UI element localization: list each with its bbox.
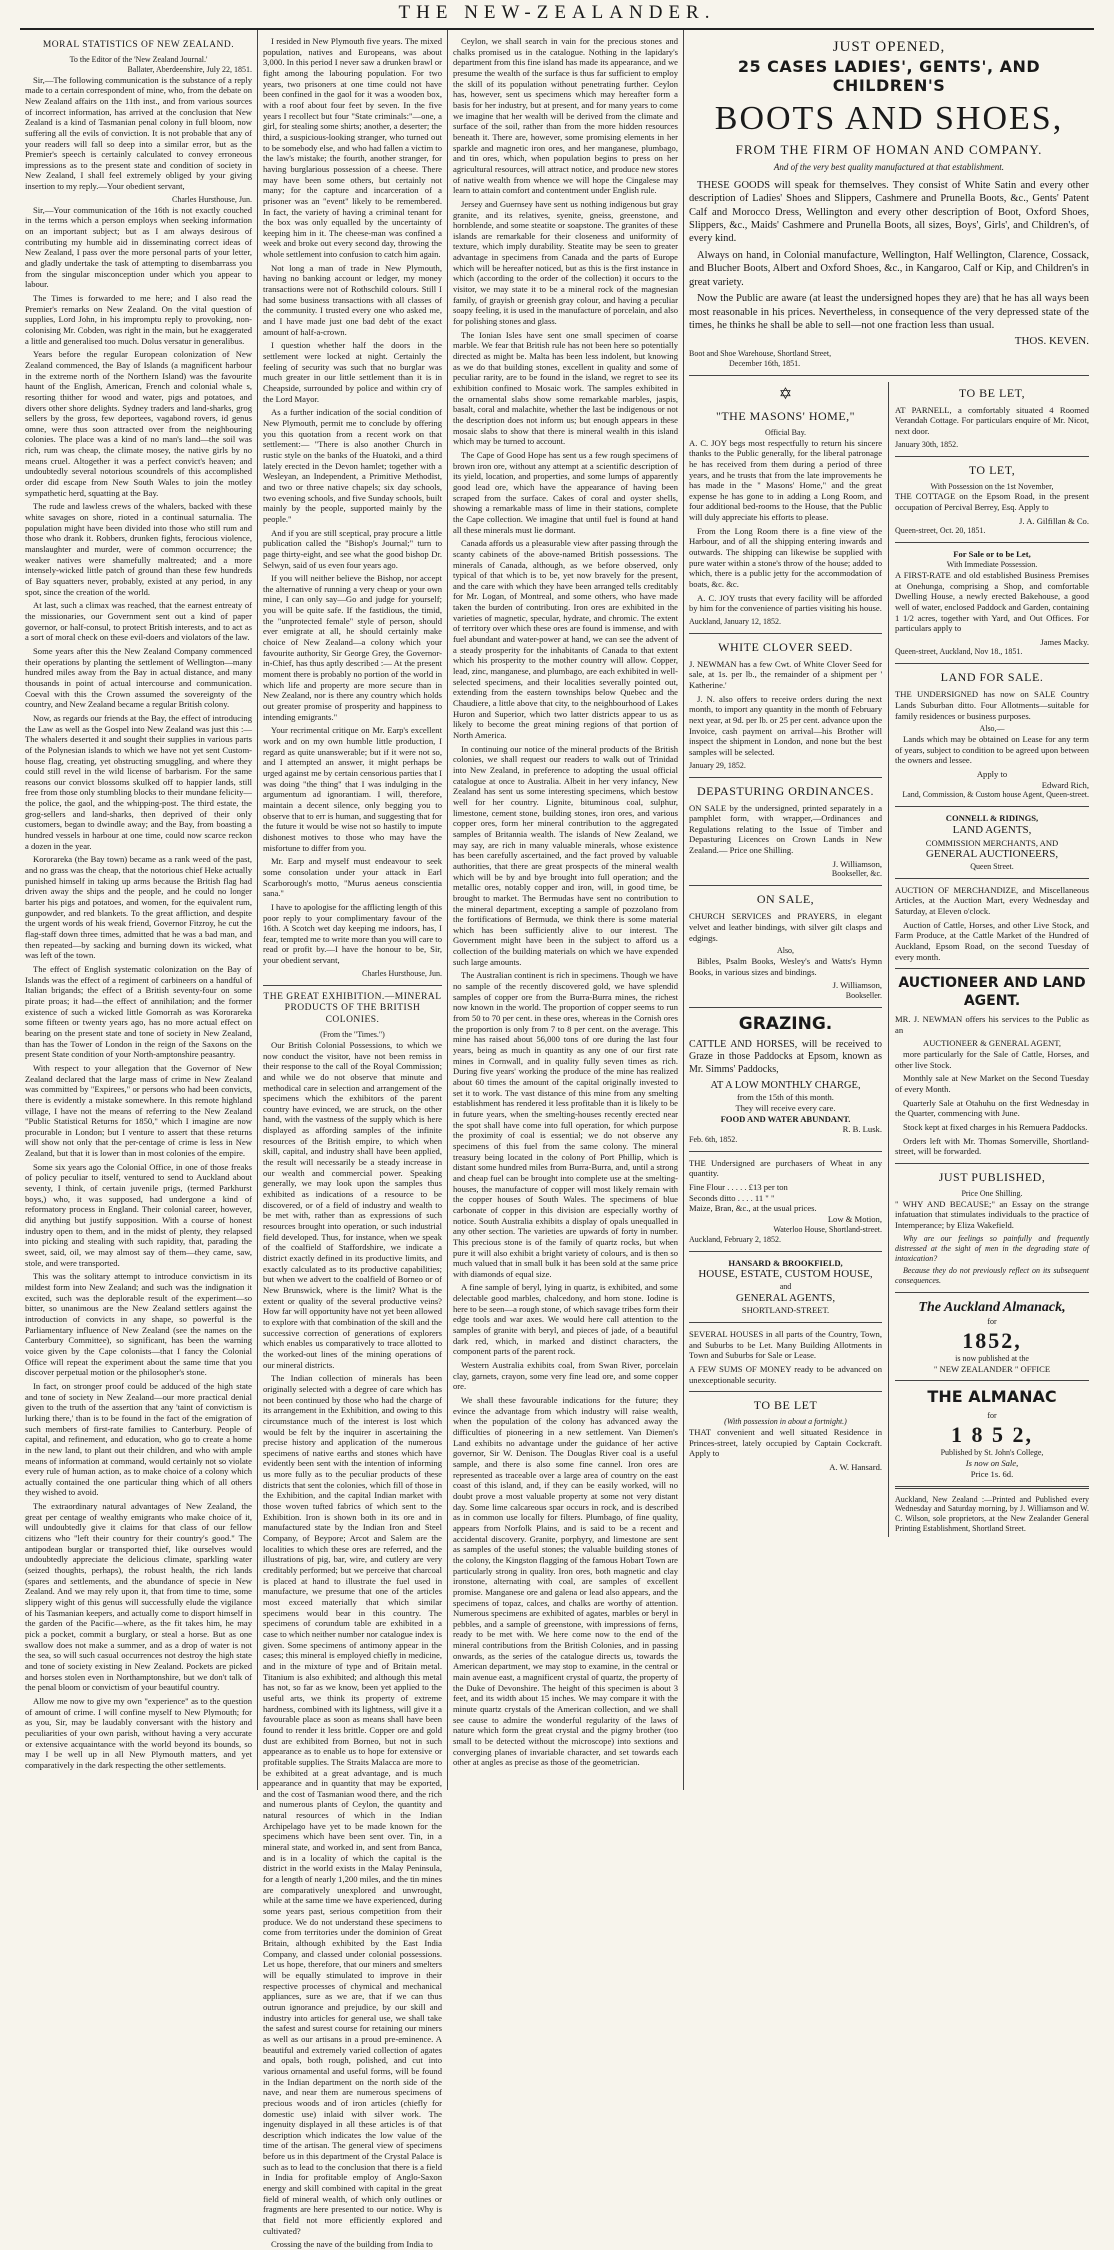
almanac2-year: 1 8 5 2, bbox=[951, 1422, 1033, 1448]
paragraph: I resided in New Plymouth five years. The mixed population, natives and Europeans, was about 3,000. In this period I never saw a drunken brawl or fight among the labouring population. For two years, two prisoners at one time could not have been confined in the gaol for it was a wooden box, with a roof about four feet by seven. In the five years I recollect but four "State criminals:"—one, a girl, for stealing some shirts; another, a deserter; the third, a suspicious-looking stranger, who turned out to be somebody else, and who had fallen a victim to the law's mistake; the fourth, another stranger, for having burglarious possession of a cheese. There may have been some others, but certainly not many; for the capture and incarceration of a prisoner was an "event" likely to be remembered. In fact, the variety of having a criminal tenant for the box was only equalled by the uncertainty of keeping him in it. The cheese-man was confined a week and broke out every second day, throwing the whole settlement into confusion to catch him again. bbox=[263, 36, 442, 260]
pub-title: JUST PUBLISHED, bbox=[938, 1169, 1046, 1184]
land-title: LAND FOR SALE. bbox=[940, 670, 1044, 685]
paragraph: Some six years ago the Colonial Office, in one of those freaks of policy peculiar to itself, ventured to send to Auckland about seventy, I think, of certain juvenile prigs, (termed Parkhurst boys,) who, it was supposed, had undergone a kind of reformatory process in England. Their colonial career, however, did anything but justify supposition. With a course of honest industry open to them, and in the midst of plenty, they relapsed into picking and stealing with such rapidity, that, parading the sweet, said, oil, we may almost say of them—they came, saw, stole, and were transported. bbox=[25, 1161, 252, 1268]
grazing-care: They will receive every care. bbox=[735, 1102, 836, 1113]
newman-body6: Orders left with Mr. Thomas Somerville, Shortland-street, will be forwarded. bbox=[895, 1135, 1089, 1157]
pub-quote2: Because they do not previously reflect on its subsequent consequences. bbox=[895, 1266, 1089, 1286]
hansard-firm: HANSARD & BROOKFIELD, bbox=[728, 1257, 843, 1268]
hansard-body2: A FEW SUMS OF MONEY ready to be advanced on unexceptionable security. bbox=[689, 1363, 883, 1385]
paragraph: We shall these favourable indications for the future; they evince the advantage from which industry will raise wealth, when the population of the colony has advanced away the difficulties of pioneering in a new settlement. Van Diemen's Land exhibits no advantage under the guidance of her active governor, Sir W. Denison. The Douglas River coal is a useful sample, and there is also some fine cannel. Iron ores are represented as traceable over a large area of country on the east coast of this island, and, if they can be easily worked, will no doubt prove a most valuable property at some not very distant day. Some lime calcareous spar occurs in rock, and is described as in common use locally for filters. Plumbago, of fine quality, appears from Norfolk Plains, and is said to be a recent and accidental discovery. Granite, porphyry, and limestone are sent as samples of the useful stones; the valuable building stones of the colony, the Kingston flagging of the famous Hobart Town are particularly strong in quality. Iron ores, both magnetic and clay ironstone, alternating with coal, are samples of excellent promise. Manganese ore and galena or lead also appears, and the specimens of topaz, calces, and chalks are worthy of attention. Numerous specimens are exhibited of agates, marbles or beryl in pebbles, and a sample of greenstone, with impressions of ferns, ready to be met with. We here come now to the end of the mineral contributions from the British Colonies, and in passing onwards, as the series of the catalogue directs us, towards the American department, we may stop to examine, in the central or main avenue east, a magnificent crystal of quartz, the property of the Duke of Devonshire. The height of this specimen is about 3 feet, and its width about 15 inches. We may compare it with the minute quartz crystals of the American collection, and we shall see cause to admire the wonderful regularity of the laws of nature which form the great crystal and the pigmy brother (too small to be detected without the microscope) into sextions and converging planes of invariable character, and set towards each other at angles as precise as those of the geometrician. bbox=[453, 1395, 678, 1768]
almanack-office: " NEW ZEALANDER " OFFICE bbox=[933, 1363, 1051, 1374]
paragraph: Now, as regards our friends at the Bay, the effect of introducing the Law as well as the Gospel into New Zealand was just this :—The whalers deserted it and sought their supplies in various parts of the Polynesian islands to which we have not yet sent Custom-house flag, creating, yet obstructing smuggling, and where they could still revel in the wild license of barbarism. For the same reasons our convict blossoms skulked off to happier lands, still free from those only stumbling blocks to their mundane felicity—the police, the gaol, and the whipping-post. The third estate, the grog-sellers and land-sharks, then deprived of their only customers, began to dwindle away; and the Bay, from boasting a hundred vessels in harbour at one time, could now scarce reckon a dozen in the year. bbox=[25, 712, 252, 851]
imprint: Auckland, New Zealand :—Printed and Published every Wednesday and Saturday morning, by J. Williamson and W. C. Wilson, sole proprietors, at the New Zealander General Printing Establishment, Shortland Street. bbox=[895, 1494, 1089, 1534]
clover-title: WHITE CLOVER SEED. bbox=[718, 639, 853, 654]
tolet-title: TO BE LET bbox=[753, 1398, 818, 1413]
hansard-body: SEVERAL HOUSES in all parts of the Country, Town, and Suburbs to be Let. Many Building Allotments in Town and Suburbs for Sale or Lease. bbox=[689, 1328, 883, 1361]
column-1 bbox=[20, 30, 258, 1790]
paragraph: Sir,—The following communication is the substance of a reply made to a certain correspondent of mine, who, from the debate on New Zealand affairs on the 11th inst., and from various sources of incorrect information, has arrived at the conclusion that New Zealand is a kind of Tasmanian penal colony in full bloom, now suffering all the evils of conviction. It is not probable that any of your readers will fall so deep into a similar error, but as the Premier's speech is certainly calculated to convey erroneous impressions as to the present state and condition of society in New Zealand, I shall feel extremely obliged by your giving insertion to my reply.—Your obedient servant, bbox=[25, 74, 252, 192]
almanac2-for: for bbox=[987, 1411, 997, 1421]
paragraph: Some years after this the New Zealand Company commenced their operations by planting the settlement of Wellington—many hundred miles away from the Bay in actual distance, and many thousands in point of actual intercourse and communication. Coeval with this the Crown assumed the sovereignty of the country, and New Zealand became a regular British colony. bbox=[25, 645, 252, 710]
paragraph: I question whether half the doors in the settlement were locked at night. Certainly the feeling of security was such that no burglar was much greater in our little settlement than it is in Cheapside, surrounded by police and within cry of the Lord Mayor. bbox=[263, 340, 442, 404]
depasturing-signer2: Bookseller, &c. bbox=[831, 869, 883, 879]
ad-boots-line1: JUST OPENED, bbox=[832, 39, 946, 55]
divider bbox=[895, 1292, 1089, 1293]
grazing-date: Feb. 6th, 1852. bbox=[689, 1134, 738, 1144]
masons-home-body2: From the Long Room there is a fine view of the Harbour, and of all the shipping entering inwards and outwards. The shipping can likewise be supplied with pure water within a stone's throw of the house; added to which, there is a public jetty for the accommodation of boats, &c. &c. bbox=[689, 525, 883, 590]
paragraph: With respect to your allegation that the Governor of New Zealand declared that the large mass of crime in New Zealand was committed by "Expirees," or persons who had been convicts, there is evidently a mistake somewhere. In this remote highland village, I have not the means of referring to the New Zealand "Public Statistical Returns for 1850," which I imagine are now procurable in London; but I venture to assert that these returns will show not only that the per-centage of crime is less in New Zealand, but that it is lower than in most colonies of the empire. bbox=[25, 1062, 252, 1159]
paragraph: Your recrimental critique on Mr. Earp's excellent work and on my own humble little production, I regard as quite unanswerable; but if it were not so, and I attempted an answer, it might perhaps be urged against me by certain censorious parties that I was doing "the thing" that I was indulging in the argumentum ad ignorantiam. I will, therefore, maintain a decent silence, only begging you to observe that to err is human, and suggesting that for the future it would be wise not so hastily to impute dishonest motives to those who may have the misfortune to differ from you. bbox=[263, 725, 442, 853]
flour-line: Maize, Bran, &c., at the usual prices. bbox=[689, 1203, 817, 1214]
let2-signer: J. A. Gilfillan & Co. bbox=[1019, 515, 1089, 526]
newman-body2: more particularly for the Sale of Cattle, Horses, and other live Stock. bbox=[895, 1049, 1089, 1070]
onsale-signer: J. Williamson, bbox=[832, 980, 883, 991]
letter-to: To the Editor of the 'New Zealand Journal.' bbox=[69, 54, 208, 64]
paragraph: Years before the regular European colonization of New Zealand commenced, the Bay of Islands (a magnificent harbour in the extreme north of the Northern Island) was the favourite haunt of the English, American, French and colonial whale s, resorting thither for wood and water, pigs and potatoes, and divers other shore delights. Sydney traders and land-sharks, grog sellers by the gross, few deportees, vagabond rovers, id genus omne, were thus soon attracted over from the neighbouring colonies. The place was a kind of no man's land—the soil was rich, rum was cheap, the climate mosey, the native girls by no means cruel. Altogether it was a perfect convict's heaven; and undoubtedly several notorious scoundrels of this accomplished order did escape from New South Wales to join the motley sympathetic herd, squatting at the Bay. bbox=[25, 349, 252, 498]
let2-sub: With Possession on the 1st November, bbox=[930, 481, 1054, 491]
newman-title: AUCTIONEER AND LAND AGENT. bbox=[898, 975, 1086, 1009]
let2-date: Queen-street, Oct. 20, 1851. bbox=[895, 526, 986, 536]
hansard-and: and bbox=[779, 1281, 792, 1291]
flour-house: Waterloo House, Shortland-street. bbox=[773, 1224, 883, 1234]
masons-home-date: Auckland, January 12, 1852. bbox=[689, 617, 781, 627]
columns bbox=[20, 30, 1094, 2250]
masons-home-body: A. C. JOY begs most respectfully to return his sincere thanks to the Public generally, for the liberal patronage he has received from them during a period of three years, and he trusts that from the late improvements he has made in the " Masons' Home," and the great expense he has gone to in adding a Long Room, and four additional bed-rooms to the House, that the Public will duly appreciate his efforts to please. bbox=[689, 437, 883, 523]
let1-title: TO BE LET, bbox=[958, 385, 1026, 400]
tolet-signer: A. W. Hansard. bbox=[829, 1462, 883, 1473]
column-3 bbox=[448, 30, 684, 1790]
paragraph: The rude and lawless crews of the whalers, backed with these white savages on shore, rioted in a continual saturnalia. The population might have been divided into those who still rum and those who drank it. Robbers, drunken fights, ferocious violence, manslaughter and murder, were of common occurrence; the weaker natives were shamefully maltreated; and a more intensely-wicked little patch of ground than these few hundreds of Bay squatters never, probably, existed at any period, in any spot, since the creation of the world. bbox=[25, 501, 252, 597]
newman-body5: Stock kept at fixed charges in his Remuera Paddocks. bbox=[903, 1122, 1088, 1133]
paragraph: The extraordinary natural advantages of New Zealand, the great per centage of wealthy emigrants who make choice of it, will undoubtedly give it claims for that class of our fellow citizens who "left their country for their country's good." The antipodean burglar or transported thief, like ourselves would undoubtedly appreciate the delicious climate, sparkling water (seized thoughts, perhaps), the robust health, the rich lands (spares and settlements, and the abundance of specie in New Zealand. And we may rely upon it, that from time to time, some slippery wight of this genus will successfully elude the vigilance of his Tasmanian keepers, and actually come to disport himself in the garden of the Pacific—where, as the fit takes him, he may pick a pocket, commit a burglary, or steal a horse. But as one swallow does not make a summer, and as a drop of water is not the sea, so will such casual occurrences not destroy the high state and tone of society existing in New Zealand. Pockets are picked and horses stolen even in Northamptonshire, but we don't talk of the penal bloom or convictism of your beautiful country. bbox=[25, 1501, 252, 1693]
divider bbox=[895, 878, 1089, 879]
paragraph: And if you are still sceptical, pray procure a little publication called the "Bishop's Journal;" turn to page thirty-eight, and see what the good bishop Dr. Selwyn, said of us even four years ago. bbox=[263, 527, 442, 570]
grazing-signer: R. B. Lusk. bbox=[842, 1124, 883, 1135]
ad-boots-line4: FROM THE FIRM OF HOMAN AND COMPANY. bbox=[735, 142, 1043, 158]
clover-date: January 29, 1852. bbox=[689, 760, 746, 770]
pub-body: " WHY AND BECAUSE;" an Essay on the strange infatuation that stimulates individuals to the practice of Intemperance; by Eliza Wakefield. bbox=[895, 1198, 1089, 1231]
paragraph: In continuing our notice of the mineral products of the British colonies, we shall request our readers to walk out of Trinidad into New Zealand, in preference to adopting the usual official catalogue at once to Australia. Albeit in her very infancy, New Zealand has sent us some interesting specimens, which bestow well for her country. Lignite, bituminous coal, sulphur, limestone, cement stone, building stones, iron ores, and various copper ores, form her mineral contribution to the aggregated samples of Britannia wealth. The islands of New Zealand, we may say, are rich in many valuable minerals, whose existence has been carefully ascertained, and the fact proved by valuable authorities, that there are great prospects of the mineral wealth which will be by and bye brought into full operation; and the metallic ores, notably copper and iron, will, in good time, be brought to market. The Bermudas have sent no contribution to the mineral department, excepting a sample of pozzolano from the fortifications of Bermuda, we think there is some material which has been sufficiently alive to our interest. The Government might have been in the subject to afford us a collection of the building materials on which we have expended such large amounts. bbox=[453, 743, 678, 967]
hansard-line1: HOUSE, ESTATE, CUSTOM HOUSE, bbox=[698, 1268, 873, 1281]
clover-body: J. NEWMAN has a few Cwt. of White Clover Seed for sale, at 1s. per lb., the remainder of a shipment per ' Katherine.' bbox=[689, 658, 883, 691]
paragraph: A fine sample of beryl, lying in quartz, is exhibited, and some delectable good marbles, chalcedony, and horn stone. Iodine is here to be seen—a rough stone, of which savage tribes form their edge tools and war axes. We would here call attention to the samples of granite with beryl, and pieces of jade, of a beautiful dark red, which, in marked and distinct characters, the component parts of the parent rock. bbox=[453, 1282, 678, 1357]
let2-body: THE COTTAGE on the Epsom Road, in the present occupation of Percival Berrey, Esq. Apply to bbox=[895, 491, 1089, 513]
column-2 bbox=[258, 30, 448, 2250]
grazing-food: FOOD AND WATER ABUNDANT. bbox=[720, 1113, 851, 1124]
newspaper-page bbox=[20, 0, 1094, 2250]
ad-boots-body3: Now the Public are aware (at least the undersigned hopes they are) that he has all ways been most reasonable in his prices. Nevertheless, in consequence of the very depressed state of the times, he thinks he shall be able to sell—not one fraction less than usual. bbox=[689, 293, 1089, 332]
almanac2-price: Price 1s. 6d. bbox=[970, 1468, 1014, 1479]
letter-dateline: Ballater, Aberdeenshire, July 22, 1851. bbox=[127, 64, 252, 74]
divider bbox=[895, 456, 1089, 457]
sale-signer: James Macky. bbox=[1040, 636, 1089, 647]
connell-line2: COMMISSION MERCHANTS, AND bbox=[925, 837, 1059, 848]
paragraph: Not long a man of trade in New Plymouth, having no banking account or ledger, my money transactions were not of Rothschild colours. Still I had some business transactions with all classes of the community. I trusted every one who asked me, and I have made just one bad debt of the exact amount of half-a-crown. bbox=[263, 262, 442, 337]
ads-left-column bbox=[689, 382, 889, 1537]
land-body: THE UNDERSIGNED has now on SALE Country Lands Suburban ditto. Four Allotments—suitable for family residences or business purposes. bbox=[895, 689, 1089, 721]
divider bbox=[689, 1391, 882, 1392]
let1-date: January 30th, 1852. bbox=[895, 439, 959, 449]
divider bbox=[689, 1007, 882, 1008]
paragraph: Allow me now to give my own "experience" as to the question of amount of crime. I will confine myself to New Plymouth; for as you, Sir, may be laudably conversant with the history and peculiarities of your own parish, without having a very accurate or extensive acquaintance with the world beyond its bounds, so may I be well up in all New Plymouth matters, and yet comparatively in the dark respecting the other settlements. bbox=[25, 1695, 252, 1770]
paragraph: This was the solitary attempt to introduce convictism in its mildest form into New Zealand; and such was the indignation it excited, such was the deplorable result of the experiment—so bitter, so unanimous are the New Zealand settlers against the introduction of convicts in any shape, so powerful is the Parliamentary influence of New Zealand (see the names on the Canterbury Committee), so significant, has been the warning voice given by the Cape colonists—that I fancy the Colonial Office will repeat the experiment about the same time that you discover perpetual motion or the philosopher's stone. bbox=[25, 1271, 252, 1378]
grazing-rate: AT A LOW MONTHLY CHARGE, bbox=[710, 1080, 861, 1092]
onsale-also: Also, bbox=[776, 946, 795, 956]
divider bbox=[263, 985, 442, 986]
paragraph: The Times is forwarded to me here; and I also read the Premier's remarks on New Zealand. On the vital question of supplies, Lord John, in his impromptu reply to provoking, non-colonising Mr. Cobden, was right in the main, but he exaggerated a little and generalised too much. Dolus versatur in generalibus. bbox=[25, 292, 252, 346]
depasturing-signer: J. Williamson, bbox=[832, 858, 883, 869]
masthead: THE NEW-ZEALANDER. bbox=[20, 0, 1094, 30]
paragraph: The effect of English systematic colonization on the Bay of Islands was the effect of a regiment of carbineers on a handful of Italian brigands; the effect of a British seventy-four on some pirate proas; it had—the effect of annihilation; and the former existence of such a wicked little Gomorrah as was Kororareka some fifteen or twenty years ago, has no more actual effect on bearing on the present state and tone of society in New Zealand, than has the Tower of London in the reign of the Saxons on the present State condition of your North-amptonshire peasantry. bbox=[25, 963, 252, 1060]
flour-body: THE Undersigned are purchasers of Wheat in any quantity. bbox=[689, 1157, 883, 1179]
divider bbox=[689, 375, 1089, 376]
divider bbox=[689, 885, 882, 886]
connell-street: Queen Street. bbox=[970, 861, 1014, 871]
paragraph: In fact, on stronger proof could be adduced of the high state and tone of society in New Zealand—our more practical denial given to the truth of the assertion that any 'taint of convictism is lurking there,' than is to be found in the fact of the emigration of such members of first-rate families to Canterbury. People of capital, and refinement, and education, who go to create a home in the new land, to plant out their children, and who with ample means of information at command, would certainly not so violate every rule of human action, as to make choice of a colony which actually contained the one particular thing which of all others they wished to avoid. bbox=[25, 1380, 252, 1498]
almanack-title: The Auckland Almanack, bbox=[918, 1300, 1066, 1316]
let1-body: AT PARNELL, a comfortably situated 4 Roomed Verandah Cottage. For particulars enquire of Mr. Nicot, next door. bbox=[895, 404, 1089, 437]
divider bbox=[689, 633, 882, 634]
tolet-body: THAT convenient and well situated Residence in Princes-street, lately occupied by Captain Cockcraft. Apply to bbox=[689, 1427, 883, 1459]
paragraph: Western Australia exhibits coal, from Swan River, porcelain clay, garnets, crayon, some very fine lead ore, and some copper ore. bbox=[453, 1360, 678, 1392]
pub-price: Price One Shilling. bbox=[961, 1188, 1023, 1198]
almanac2-sale: Is now on Sale, bbox=[965, 1458, 1019, 1469]
connell-line3: GENERAL AUCTIONEERS, bbox=[925, 848, 1059, 861]
depasturing-title: DEPASTURING ORDINANCES. bbox=[696, 783, 875, 798]
flour-line: Seconds ditto . . . . 11 " " bbox=[689, 1192, 775, 1203]
paragraph: I have to apologise for the afflicting length of this poor reply to your complimentary favour of the 16th. A Scotch wet day keeping me indoors, has, I fear, tempted me to write more than you will care to read or profit by.—I have the honour to be, Sir, your obedient servant, bbox=[263, 901, 442, 966]
newman-body: MR. J. NEWMAN offers his services to the Public as an bbox=[895, 1014, 1089, 1035]
paragraph: Mr. Earp and myself must endeavour to seek some consolation under your attack in Earl Scarborough's motto, "Murus aeneus conscientia sana." bbox=[263, 856, 442, 899]
paragraph: If you will neither believe the Bishop, nor accept the alternative of running a very cheap or your own mine, I can only say—Go and judge for yourself; you will be quite safe. If the fastidious, the timid, the "unprotected female" style of person, should ever emigrate at all, he should certainly make choice of New Zealand—a colony which your favourite authority, Sir George Grey, the Governor-in-Chief, has thus aptly described :— At the present moment there is probably no portion of the world in which life and property are more secure than in New Zealand, nor is there any country which holds out greater promise of prosperity and happiness to intending emigrants." bbox=[263, 573, 442, 722]
signature: Charles Hursthouse, Jun. bbox=[362, 968, 442, 978]
almanac2-title: THE ALMANAC bbox=[927, 1387, 1057, 1407]
land-also: Also,— bbox=[979, 724, 1005, 734]
paragraph: The Ionian Isles have sent one small specimen of coarse marble. We fear that British rule has not been here so potentially directed as might be. Malta has been less indolent, but knowing as we do that building stones, excellent in quality and some of peculiar rarity, are to be found in the island, we regret to see its exhibition confined to Mosaic work. The samples exhibited in the ornamental slabs show some remarkable marbles, jaspis, basalt, coral and malachite, whether the last be indigenous or not the description does not inform us; but enough appears in these mosaic slabs to show that there is mineral wealth in this island which may be turned to account. bbox=[453, 329, 678, 447]
masonic-emblem-icon: ✡ bbox=[778, 385, 793, 403]
divider bbox=[689, 1151, 882, 1152]
flour-line: Fine Flour . . . . . £13 per ton bbox=[689, 1182, 788, 1193]
paragraph: Our British Colonial Possessions, to which we now conduct the visitor, have not been remiss in their response to the call of the Royal Commission; and while we do not observe that minute and methodical care in selection and arrangement of the specimens which the exhibitors of the parent country have evinced, we are struck, on the other hand, with the vastness of the supply which is here displayed as affording samples of the infinite resources of the British empire, to which when skill, capital, and industry shall have been applied, the result will necessarily be a steady increase in our wealth and commercial power. Speaking generally, we may look upon the samples thus exhibited as indications of a resource to be discovered, or of a field of industry and wealth to be met with, rather than as expressions of such resources brought into operation, or such industrial field developed. Thus, for instance, when we speak of the coalfield of Staffordshire, we indicate a district exactly defined in its productive limits, and exactly calculated as to its productive capabilities; but when we advert to the coalfield of Borneo or of New Brunswick, where is the limit? What is the extent or quality of the several productive veins? How far will opportunity have not yet been allowed to explore with that combination of the skill and the successive correction of generations of explorers which enables us comparatively to trace allotted to the worked-out lines of the mining operations of our mineral districts. bbox=[263, 1039, 442, 1370]
divider bbox=[895, 542, 1089, 543]
onsale-body: CHURCH SERVICES and PRAYERS, in elegant velvet and leather bindings, with silver gilt clasps and edgings. bbox=[689, 911, 883, 943]
divider bbox=[689, 777, 882, 778]
article-source: (From the "Times.") bbox=[320, 1029, 385, 1039]
paragraph: The Cape of Good Hope has sent us a few rough specimens of brown iron ore, without any attempt at a scientific description of its yield, location, and properties, and some lumps of apparently good lead ore, which have the appearance of having been scraped from the surface. Cakes of coral and oyster shells, showing a remarkable mass of lime in their stations, complete the Cape collection. We imagine that until fuel is found at hand all these minerals must lie dormant. bbox=[453, 449, 678, 535]
newman-line: AUCTIONEER & GENERAL AGENT, bbox=[923, 1038, 1061, 1049]
ads-subcolumns bbox=[689, 382, 1089, 1537]
paragraph: Ceylon, we shall search in vain for the precious stones and chalks promised us in the catalogue. Nothing in the lapidary's department from this fine island has made its appearance, and we presume the wealth of the surface is thus far sufficient to employ the skill of its population without penetrating further. Ceylon has, however, sent us specimens which may hereafter form a basis for her industry, but at present, and for many years to come we imagine that her wealth will be derived from the climate and surface of the soil, rather than from the more hidden resources beneath it. There are, however, some promising elements in her sparkle and magnetic iron ores, and her manganese, plumbago, and tin ores, which, when population begins to press on her agricultural resources, will attract notice, and produce new stores of native wealth from whence we will hope the Cingalese may learn to attain comfort and contentment under English rule. bbox=[453, 36, 678, 196]
connell-firm: CONNELL & RIDINGS, bbox=[945, 813, 1039, 824]
paragraph: The Indian collection of minerals has been originally selected with a degree of care which has not been continued by those who had the charge of its arrangement in the Exhibition, and owing to this circumstance much of the interest is lost which would be felt by the inquirer in ascertaining the precise history and application of the numerous specimens of native earths and stones which have evidently been sent with the intention of informing us more fully as to the peculiar products of these districts that sent the colonies, which fill of those in the Exhibition, and the capital Indian market with those woven tufted fabrics of which sent to the Exhibition. Iron is shown both in its ore and in manufactured state by the Indian Iron and Steel Company, of Beypore; Arcot and Salem are the localities to which these ores are referred, and the illustrations of pig, bar, wire, and cutlery are very creditably performed; but we perceive that charcoal is placed at hand to illustrate the fuel used in manufacture, we presume that one of the articles most exceed materially that which similar specimens would bear in this country. The specimens of corundum table are exhibited in a case to which neither number nor catalogue index is given. Some specimens of antimony appear in the cases; this mineral is employed chiefly in medicine, and in the mixture of type and of Britain metal. Titanium is also exhibited; and although this metal has not, so far as we know, been yet applied to the useful arts, we think its property of extreme hardness, combined with its lightness, will give it a favourable place as soon as means shall have been found to render it less brittle. Copper ore and gold dust are exhibited from Borneo, but not in such appearance as to enable us to hope for extensive or profitable supplies. The Straits Malacca are more to be exhibited at a great advantage, and is much appearance and in quantity that may be exported, and the cost of Tasmanian wood there, and the rich and numerous plants of Ceylon, the quantity and natural resources of which in the Indian Archipelago have yet to be made known for the specimens which have been sent over. Tin, in a mineral state, and worked in, and sent from Banca, and is in a locality of which the capital is the district in the world exists in the Malay Peninsula, for a length of nearly 1,200 miles, and the tin mines are comparatively unexplored and unwrought, while at the same time we have experienced, during some years past, serious competition from their produce. We do not understand these specimens to come from territories under the dominion of Great Britain, although exhibited by the East India Company, and classed under colonial possessions. Let us hope, therefore, that our miners and smelters will be equally stimulated to improve in their respective processes of chymical and mechanical appliances, sure as we are, that if we can thus outrun ignorance and prejudice, by our skill and industry into articles for general use, we shall take the safest and surest course for retaining our miners as well as our artisans in a proud pre-eminence. A beautiful and extremely varied collection of agates and opals, both rough, polished, and cut into various ornamental and useful forms, will be found in the Indian department on the north side of the nave, and near them are numerous specimens of precious woods and of iron articles (chiefly for domestic use) inlaid with silver work. The ingenuity displayed in all these articles is of that description which indicates the low value of the time of the artisan. The general view of specimens before us in this department of the Crystal Palace is such as to lead to the conclusion that there is a field in India for profitable employ of Anglo-Saxon energy and skill combined with capital in the great field of mineral wealth, of which only outlines or fragments are here presented to our notice. Why is that field not more efficiently explored and cultivated? bbox=[263, 1373, 442, 2236]
divider bbox=[895, 806, 1089, 807]
article-title-moral-statistics: MORAL STATISTICS OF NEW ZEALAND. bbox=[42, 40, 235, 50]
divider bbox=[689, 1322, 882, 1323]
paragraph: Sir,—Your communication of the 16th is not exactly couched in the terms which a person employs when seeking information on an important subject; but as I am always desirous of contributing my humble aid in disseminating correct ideas of New Zealand, I pass over the more personal parts of your letter, and gladly undertake the task of attempting to disembarrass you from the singular misconception under which you appear to labour. bbox=[25, 204, 252, 290]
article-title-great-exhibition: THE GREAT EXHIBITION.—MINERAL PRODUCTS OF THE BRITISH COLONIES. bbox=[263, 991, 442, 1026]
sale-date: Queen-street, Auckland, Nov 18., 1851. bbox=[895, 647, 1023, 657]
onsale-body2: Bibles, Psalm Books, Wesley's and Watts's Hymn Books, in various sizes and bindings. bbox=[689, 956, 883, 977]
paragraph: As a further indication of the social condition of New Plymouth, permit me to conclude by offering you this quotation from a recent work on that settlement:— "There is also another Church in rustic style on the banks of the Huatoki, and a third lately erected in the Devon hamlet; together with a Wesleyan, an Independent, a Primitive Methodist, and two or three native chapels; six day schools, two evening schools, and five Sunday schools, built mainly by the people, supported mainly by the people." bbox=[263, 407, 442, 524]
masons-home-sub: Official Bay. bbox=[764, 427, 807, 437]
ad-boots-signer: THOS. KEVEN. bbox=[1014, 335, 1089, 348]
connell-line1: LAND AGENTS, bbox=[952, 823, 1032, 836]
paragraph: At last, such a climax was reached, that the earnest entreaty of the missionaries, our Government sent out a kind of paper governor, or half-consul, to protect British interests, and to act as a sort of moral check on these evil-doers and violators of the law. bbox=[25, 600, 252, 643]
newman-body3: Monthly sale at New Market on the Second Tuesday of every Month. bbox=[895, 1073, 1089, 1095]
pub-quote: Why are our feelings so painfully and frequently distressed at the sight of men in the degrading state of intoxication? bbox=[895, 1233, 1089, 1263]
paragraph: The Australian continent is rich in specimens. Though we have no sample of the recently discovered gold, we have splendid samples of copper ore from the Burra-Burra mines, the richest now known in the world. The proportion of copper seems to run from 50 to 70 per cent. in these ores, whereas in the Cornish ores the proportion is only from 7 to 8 per cent. on the average. This mine has raised about 56,000 tons of ore during the last four years, being as much in quantity as any one of our first rate mines in Cornwall, and in quality fully seven times as rich. During five years' working the produce of the mine has realized about 60 times the amount of the capital originally invested to set it to work. The vast distance of this mine from any smelting establishment has rendered it less profitable than it is likely to be in future years, when the smelting-houses recently erected near the spot shall have come into full operation, for which purpose the proximity of coal is essential; we do not observe any specimens of this fuel from the same colony. The mineral treasury being located in the colony of Port Phillip, which is distant some hundred miles from Burra-Burra, and, until a strong and cheap fuel can be brought into complete use at the smelting-houses, the manufacture of copper will most likely remain with the copper houses of South Wales. The specimens of blue carbonate of copper in this division are especially worthy of notice. South Australia exhibits a display of opals unequalled in any other section. The varieties are upwards of forty in number. This precious stone is of the family of quartz rocks, but when pure it will also exhibit a bright variety of colours, and is then so much valued that in small bulk it has been sold at the same price with diamonds of equal size. bbox=[453, 970, 678, 1279]
connell-body: AUCTION OF MERCHANDIZE, and Miscellaneous Articles, at the Auction Mart, every Wednesday and Saturday, at Eleven o'clock. bbox=[895, 884, 1089, 917]
masons-home-body3: A. C. JOY trusts that every facility will be afforded by him for the convenience of parties visiting his house. bbox=[689, 592, 883, 614]
land-apply: Apply to bbox=[976, 769, 1008, 780]
ad-boots-body: THESE GOODS will speak for themselves. They consist of White Satin and every other description of Ladies' Shoes and Slippers, Cashmere and Prunella Boots, &c., Gents' Patent Calf and Morocco Dress, Wellington and every other description of Boot, Oxford Shoes, Slippers, &c., Maids' Cashmere and Prunella Boots, all sizes, Boys', Girls', and Children's, of every kind. bbox=[689, 179, 1089, 245]
ad-boots-line5: And of the very best quality manufactured at that establishment. bbox=[773, 161, 1005, 172]
masons-home-title: "THE MASONS' HOME," bbox=[715, 408, 856, 423]
land-signer2: Land, Commission, & Custom house Agent, Queen-street. bbox=[902, 790, 1089, 800]
almanack-now: is now published at the bbox=[955, 1353, 1029, 1363]
ad-boots-header bbox=[689, 38, 1089, 173]
divider bbox=[895, 1380, 1089, 1381]
grazing-title: GRAZING. bbox=[738, 1013, 833, 1034]
hansard-line2: GENERAL AGENTS, bbox=[735, 1291, 836, 1304]
connell-body2: Auction of Cattle, Horses, and other Live Stock, and Farm Produce, at the Cattle Market of the Hundred of Auckland, Epsom Road, on the second Tuesday of every month. bbox=[895, 919, 1089, 962]
ads-right-column bbox=[889, 382, 1089, 1537]
sale-sub: With Immediate Possession. bbox=[946, 559, 1038, 569]
divider bbox=[895, 1163, 1089, 1164]
flour-signer: Low & Motion, bbox=[827, 1214, 883, 1225]
ad-boots-line3: BOOTS AND SHOES, bbox=[714, 100, 1064, 138]
paragraph: Kororareka (the Bay town) became as a rank weed of the past, and no grass was the cheap, that the notorious chief Heke actually punished himself in taking up arms because the British flag had driven away the ships and the people, and he could no longer barter his pigs and potatoes, and women, for the equivalent rum, gunpowder, and red blankets. To the great affliction, and despite the urgent words of his weak friend, Governor Fitzroy, he cut the flag-staff down three times, admitted that he was a bad man, and then repeated—by sacking and burning down its wicked, what was left of the town. bbox=[25, 854, 252, 961]
signature: Charles Hursthouse, Jun. bbox=[172, 194, 252, 204]
onsale-signer2: Bookseller. bbox=[845, 991, 883, 1001]
ad-boots-date: December 16th, 1851. bbox=[729, 359, 801, 369]
ad-boots-body2: Always on hand, in Colonial manufacture, Wellington, Half Wellington, Clarence, Cossack, and Blucher Boots, Albert and Oxford Shoes, &c., in Kangaroo, Calf or Kip, and Children's in great variety. bbox=[689, 249, 1089, 288]
paragraph: Jersey and Guernsey have sent us nothing indigenous but gray granite, and its relatives, syenite, gneiss, greenstone, and hornblende, and some steatite or soapstone. The granites of these islands are remarkable for their closeness and uniformity of texture, which imply durability. Steatite may be seen to greater advantage in specimens from Canada and the parts of Europe which will be hereafter noticed, but as this is the first instance in which (according to the order of the collection) it occurs to the visitor, we may state it to be a mineral rock of the magnesian family, of grayish or greenish gray colour, and having a peculiar soapy feeling, it is used in the manufacture of porcelain, and also for polishing stones and glass. bbox=[453, 198, 678, 327]
divider bbox=[895, 1486, 1089, 1489]
divider bbox=[895, 663, 1089, 664]
hansard-line3: SHORTLAND-STREET. bbox=[741, 1305, 830, 1316]
tolet-sub: (With possession in about a fortnight.) bbox=[724, 1417, 847, 1427]
flour-date: Auckland, February 2, 1852. bbox=[689, 1234, 781, 1244]
depasturing-body: ON SALE by the undersigned, printed separately in a pamphlet form, with wrapper,—Ordinances and Regulations relating to the Issue of Timber and Depasturing Licences on Crown Lands in New Zealand.— Price one Shilling. bbox=[689, 802, 883, 856]
clover-body2: J. N. also offers to receive orders during the next month, to import any quantity in the month of February next year, at 9d. per lb. or 25 per cent. advance upon the Invoice, cash payment on arrival—his Brother will inspect the shipment in London, and none but the best samples will be selected. bbox=[689, 693, 883, 758]
almanack-year: 1852, bbox=[962, 1327, 1022, 1353]
divider bbox=[689, 1251, 882, 1252]
ad-boots-line2: 25 CASES LADIES', GENTS', AND CHILDREN'S bbox=[737, 56, 1041, 96]
almanack-for: for bbox=[987, 1316, 997, 1326]
column-4-advertisements bbox=[684, 30, 1094, 1790]
paragraph: Canada affords us a pleasurable view after passing through the scanty cabinets of the above-named British possessions. The minerals of Canada, although, as we before observed, only typical of that which is to be, yet now bravely for the present, and the care with which they have been arranged tells creditably for Mr. Logan, of Montreal, and some others, who have made taken the burden of contributing. Iron ores are exhibited in the varieties of magnetic, specular, hydrate, and chromic. The extent of territory over which these ores are found is immense, and with fuel abundant and water-power at hand, we can see the advent of a steady prosperity for the inhabitants of Canada to that extent which his prosperity to the mother country will allow. Copper, lead, zinc, manganese, and plumbago, are each exhibited in well-selected specimens, and their localities severally pointed out, extending from the eastern townships below Quebec and the Chaudiere, a little above that city, to the neighbourhood of Lakes Huron and Superior, which two latter districts appear to us as likely to become the great mining regions of that portion of North America. bbox=[453, 538, 678, 740]
sale-body: A FIRST-RATE and old established Business Premises at Onehunga, comprising a Shop, and comfortable Dwelling House, a newly erected Bakehouse, a good well of water, enclosed Paddock and Garden, containing 1 1/2 acres, together with Yard, and Out Offices. For particulars apply to bbox=[895, 569, 1089, 634]
land-body2: Lands which may be obtained on Lease for any term of years, subject to condition to be agreed upon between the owners and lessee. bbox=[895, 734, 1089, 766]
grazing-body: CATTLE AND HORSES, will be received to Graze in those Paddocks at Epsom, known as Mr. Simms' Paddocks, bbox=[689, 1039, 883, 1075]
onsale-title: ON SALE, bbox=[756, 892, 815, 907]
let2-title: TO LET, bbox=[968, 462, 1016, 477]
almanac2-pub: Published by St. John's College, bbox=[940, 1448, 1044, 1458]
grazing-from: from the 15th of this month. bbox=[737, 1092, 834, 1103]
sale-title: For Sale or to be Let, bbox=[953, 549, 1031, 560]
land-signer: Edward Rich, bbox=[1041, 779, 1089, 790]
newman-body4: Quarterly Sale at Otahuhu on the first Wednesday in the Quarter, commencing with June. bbox=[895, 1097, 1089, 1119]
divider bbox=[895, 968, 1089, 969]
ad-boots-address: Boot and Shoe Warehouse, Shortland Street, bbox=[689, 349, 832, 359]
paragraph: Crossing the nave of the building from India to bbox=[271, 2239, 433, 2250]
